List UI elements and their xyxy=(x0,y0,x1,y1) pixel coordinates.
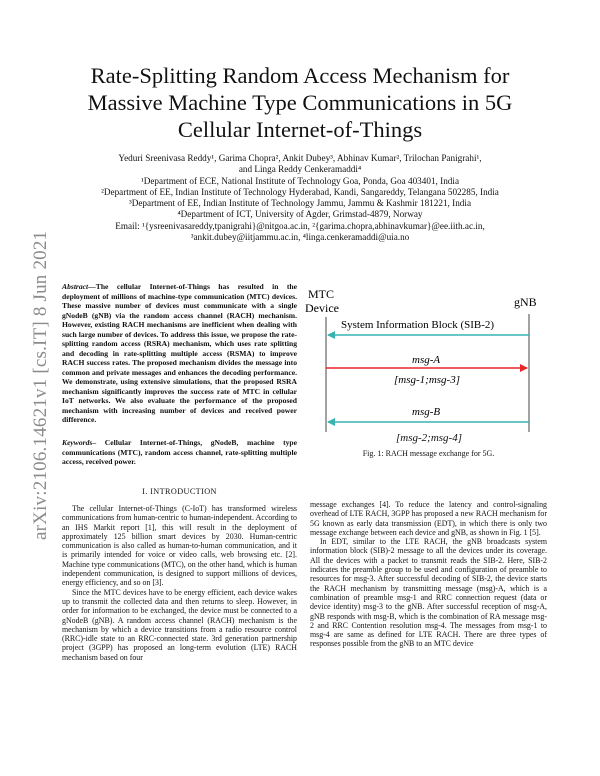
author-list: Yeduri Sreenivasa Reddy¹, Garima Chopra², Ankit Dubey³, Abhinav Kumar², Trilochan Panigrahi¹, xyxy=(118,153,482,163)
sib-label: System Information Block (SIB-2) xyxy=(341,319,495,331)
msgA-label: msg-A xyxy=(412,354,441,366)
keywords-lead: Keywords xyxy=(62,438,93,447)
abstract xyxy=(62,282,297,425)
paragraph: message exchanges [4]. To reduce the latency and control-signaling overhead of LTE RACH, 3GPP has proposed a new RACH mechanism for 5G known as early data transmission (EDT), in which there is only two message exchange between each device and gNB, as shown in Fig. 1 [5]. xyxy=(310,500,547,537)
abstract-lead: Abstract xyxy=(62,282,89,291)
paper-title: Rate-Splitting Random Access Mechanism for Massive Machine Type Communications in 5G Cellular Internet-of-Things xyxy=(87,63,513,142)
paragraph: In EDT, similar to the LTE RACH, the gNB broadcasts system information block (SIB)-2 message to all the devices under its coverage. All the devices with a packet to transmit reads the SIB-2. Here, SIB-2 indicates the preamble group to be used and configuration of preamble to resources for msg-3. After successful decoding of SIB-2, the device starts the RACH mechanism by transmitting message (msg)-A, which is a combination of preamble msg-1 and RRC connection request (data or device identity) msg-3 to the gNB. After successful reception of msg-A, gNB responds with msg-B, which is the combination of RA message msg-2 and RRC Contention resolution msg-4. The messages from msg-1 to msg-4 are same as defined for LTE RACH. There are three types of responses possible from the gNB to an MTC device xyxy=(310,537,547,649)
email-line-1: Email: ¹{ysreenivasareddy,tpanigrahi}@nitgoa.ac.in, ²{garima.chopra,abhinavkumar}@ee.iith.ac.in, xyxy=(115,220,485,231)
body-left-column xyxy=(62,504,297,662)
keywords xyxy=(62,438,297,467)
section-heading: I. INTRODUCTION xyxy=(142,487,217,496)
email-line-2: ³ankit.dubey@iitjammu.ac.in, ⁴linga.cenkeramaddi@uia.no xyxy=(190,232,410,243)
abstract-text: —The cellular Internet-of-Things has resulted in the deployment of millions of machine-type communication (MTC) devices. These massive number of devices must communicate with a single gNodeB (gNB) via the random access channel (RACH) mechanism. However, existing RACH mechanisms are inefficient when dealing with such large number of devices. To address this issue, we propose the rate-splitting random access (RSRA) mechanism, which uses rate splitting and decoding in rate-splitting multiple access (RSMA) to improve RACH success rates. The proposed mechanism divides the message into common and private messages and enhances the decoding performance. We demonstrate, using extensive simulations, that the proposed RSRA mechanism significantly improves the success rate of MTC in cellular IoT networks. We also evaluate the performance of the proposed mechanism with increasing number of devices and received power difference. xyxy=(62,282,297,424)
gnb-label: gNB xyxy=(514,295,537,309)
author-block xyxy=(60,153,540,243)
paragraph: Since the MTC devices have to be energy efficient, each device wakes up to transmit the collected data and then returns to sleep. However, in order for information to be exchanged, the device must be connected to a gNodeB (gNB). A random access channel (RACH) mechanism is the mechanism by which a device transitions from a radio resource control (RRC)-idle state to an RRC-connected state. 3rd generation partnership project (3GPP) has proposed an long-term evolution (LTE) RACH mechanism based on four xyxy=(62,587,297,662)
sequence-diagram xyxy=(305,282,550,432)
keywords-text: – Cellular Internet-of-Things, gNodeB, machine type communications (MTC), random access channel, rate-splitting multiple access, received power. xyxy=(62,438,297,466)
arxiv-stamp[interactable]: arXiv:2106.14621v1 [cs.IT] 8 Jun 2021 xyxy=(30,230,51,540)
figure-caption: Fig. 1: RACH message exchange for 5G. xyxy=(362,449,495,458)
figure-rach-diagram xyxy=(305,282,550,432)
msgA-sub: [msg-1;msg-3] xyxy=(394,374,460,386)
affiliation-1: ¹Department of ECE, National Institute of Technology Goa, Ponda, Goa 403401, India xyxy=(140,175,460,186)
msgB-sub: [msg-2;msg-4] xyxy=(396,432,462,444)
body-right-column xyxy=(310,500,547,649)
affiliation-2: ²Department of EE, Indian Institute of Technology Hyderabad, Kandi, Sangareddy, Telangana 502285, India xyxy=(101,186,499,197)
paragraph: The cellular Internet-of-Things (C-IoT) has transformed wireless communications from human-centric to human-independent. According to an IHS Markit report [1], this will result in the deployment of approximately 125 billion smart devices by 2030. Human-centric communication is also called as human-to-human communication, and it is primarily intended for voice or video calls, web browsing etc. [2]. Machine type communications (MTC), on the other hand, which is human independent communication, is designed to support millions of devices, energy efficiency, and so on [3]. xyxy=(62,504,297,588)
msgB-label: msg-B xyxy=(412,406,441,418)
affiliation-3: ³Department of EE, Indian Institute of Technology Jammu, Jammu & Kashmir 181221, India xyxy=(128,198,472,209)
mtc-label: MTC xyxy=(308,287,335,301)
author-list-cont: and Linga Reddy Cenkeramaddi⁴ xyxy=(238,164,362,175)
affiliation-4: ⁴Department of ICT, University of Agder, Grimstad-4879, Norway xyxy=(177,209,423,220)
device-label: Device xyxy=(305,301,339,315)
